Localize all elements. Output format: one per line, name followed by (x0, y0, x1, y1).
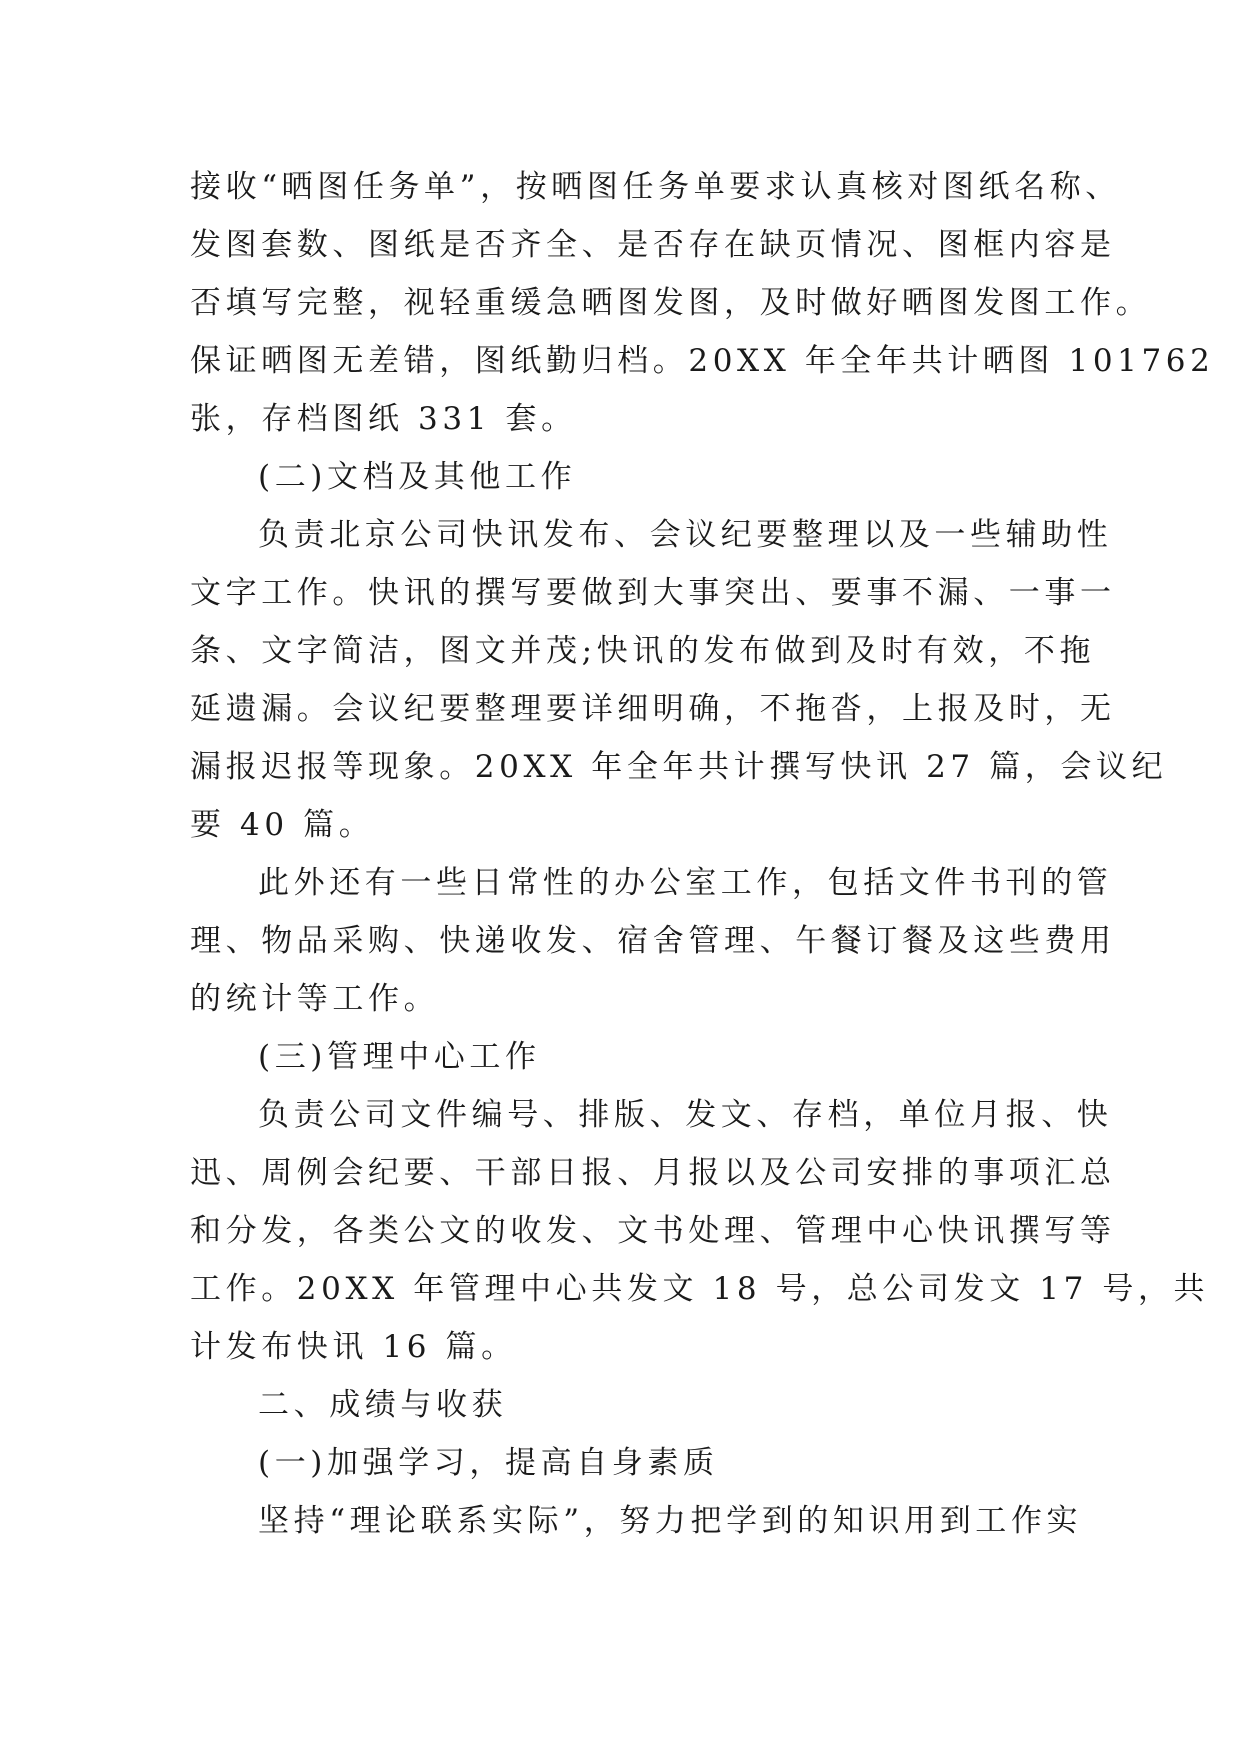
text-line: 工作。20XX 年管理中心共发文 18 号，总公司发文 17 号，共 (190, 1271, 1210, 1307)
text-line: 要 40 篇。 (190, 807, 375, 843)
text-line: 和分发，各类公文的收发、文书处理、管理中心快讯撰写等 (190, 1213, 1116, 1249)
text-line: 接收“晒图任务单”，按晒图任务单要求认真核对图纸名称、 (190, 169, 1121, 205)
text-line: 发图套数、图纸是否齐全、是否存在缺页情况、图框内容是 (190, 227, 1116, 263)
section-heading: (三)管理中心工作 (258, 1039, 541, 1075)
text-line: 漏报迟报等现象。20XX 年全年共计撰写快讯 27 篇，会议纪 (190, 749, 1168, 785)
text-line: 坚持“理论联系实际”，努力把学到的知识用到工作实 (258, 1503, 1083, 1539)
text-line: 张，存档图纸 331 套。 (190, 401, 577, 437)
text-line: 理、物品采购、快递收发、宿舍管理、午餐订餐及这些费用 (190, 923, 1116, 959)
text-line: 负责公司文件编号、排版、发文、存档，单位月报、快 (258, 1097, 1113, 1133)
text-line: 负责北京公司快讯发布、会议纪要整理以及一些辅助性 (258, 517, 1113, 553)
text-line: 延遗漏。会议纪要整理要详细明确，不拖沓，上报及时，无 (190, 691, 1116, 727)
text-line: 文字工作。快讯的撰写要做到大事突出、要事不漏、一事一 (190, 575, 1116, 611)
text-line: 否填写完整，视轻重缓急晒图发图，及时做好晒图发图工作。 (190, 285, 1152, 321)
section-heading: (二)文档及其他工作 (258, 459, 577, 495)
text-line: 迅、周例会纪要、干部日报、月报以及公司安排的事项汇总 (190, 1155, 1116, 1191)
body-text (190, 158, 1215, 1550)
text-line: 保证晒图无差错，图纸勤归档。20XX 年全年共计晒图 101762 (190, 343, 1215, 379)
text-line: 的统计等工作。 (190, 981, 440, 1017)
section-heading: (一)加强学习，提高自身素质 (258, 1445, 719, 1481)
section-heading: 二、成绩与收获 (258, 1387, 508, 1423)
text-line: 计发布快讯 16 篇。 (190, 1329, 517, 1365)
text-line: 条、文字简洁，图文并茂;快讯的发布做到及时有效，不拖 (190, 633, 1096, 669)
text-line: 此外还有一些日常性的办公室工作，包括文件书刊的管 (258, 865, 1113, 901)
